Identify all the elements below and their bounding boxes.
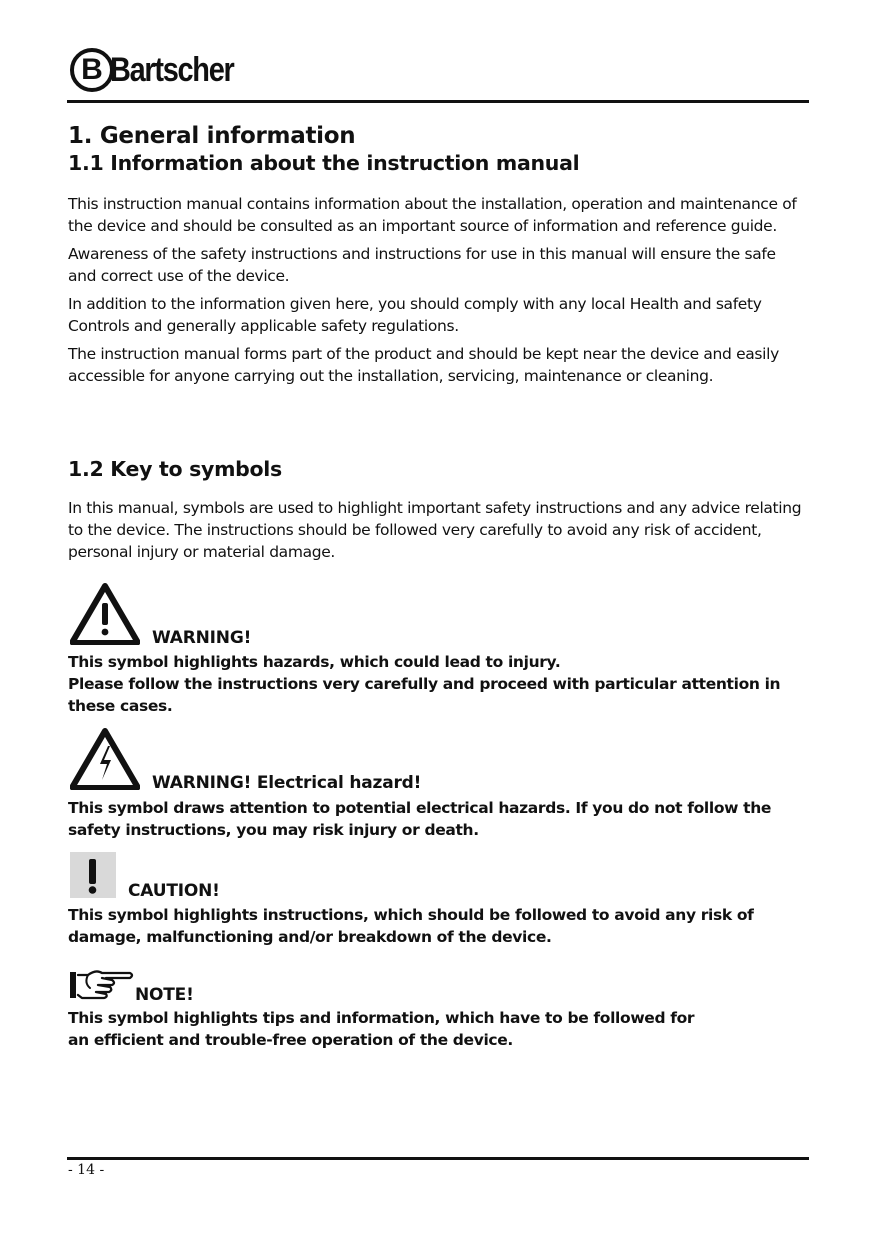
- symbol-description: [68, 797, 808, 841]
- symbol-title: WARNING! Electrical hazard!: [152, 773, 422, 793]
- page-number: - 14 -: [68, 1162, 105, 1178]
- paragraph: The instruction manual forms part of the product and should be kept near the device and easily accessible for anyone carrying out the installation, servicing, maintenance or cleaning.: [68, 345, 779, 385]
- symbol-title: CAUTION!: [128, 881, 220, 901]
- footer-rule: [67, 1157, 809, 1160]
- paragraph: Awareness of the safety instructions and instructions for use in this manual will ensure the safe and correct use of the device.: [68, 245, 776, 285]
- description-line: This symbol draws attention to potential electrical hazards. If you do not follow the safety instructions, you may risk injury or death.: [68, 799, 772, 839]
- caution-exclamation-icon: [70, 852, 116, 898]
- description-line: This symbol highlights tips and information, which have to be followed for: [68, 1009, 695, 1027]
- description-line: Please follow the instructions very carefully and proceed with particular attention in these cases.: [68, 675, 781, 715]
- electrical-hazard-icon: [70, 728, 140, 790]
- symbol-description: [68, 1007, 808, 1051]
- pointing-hand-icon: [68, 966, 136, 1004]
- brand-logo: [70, 44, 255, 96]
- logo-text: Bartscher: [110, 50, 234, 89]
- manual-info-text: [68, 193, 808, 393]
- logo-b-mark: B: [70, 48, 114, 92]
- symbol-title: WARNING!: [152, 628, 252, 648]
- section-title: 1.2 Key to symbols: [68, 457, 282, 481]
- symbols-intro: [68, 497, 808, 569]
- description-line: This symbol highlights hazards, which could lead to injury.: [68, 653, 561, 671]
- paragraph: In addition to the information given here, you should comply with any local Health and safety Controls and generally applicable safety regulations.: [68, 295, 762, 335]
- symbol-description: [68, 904, 808, 948]
- paragraph: In this manual, symbols are used to highlight important safety instructions and any advice relating to the device. The instructions should be followed very carefully to avoid any risk of accident, personal injury or material damage.: [68, 499, 802, 561]
- description-line: This symbol highlights instructions, which should be followed to avoid any risk of damage, malfunctioning and/or breakdown of the device.: [68, 906, 754, 946]
- section-title: 1. General information: [68, 123, 356, 149]
- description-line: an efficient and trouble-free operation of the device.: [68, 1031, 513, 1049]
- section-key-to-symbols: [68, 456, 808, 482]
- section-general-information: [68, 122, 808, 176]
- warning-triangle-icon: [70, 583, 140, 645]
- header-rule: [67, 100, 809, 103]
- symbol-description: [68, 651, 808, 717]
- section-subtitle: 1.1 Information about the instruction manual: [68, 151, 580, 175]
- symbol-title: NOTE!: [135, 985, 194, 1005]
- paragraph: This instruction manual contains information about the installation, operation and maintenance of the device and should be consulted as an important source of information and reference guide.: [68, 195, 797, 235]
